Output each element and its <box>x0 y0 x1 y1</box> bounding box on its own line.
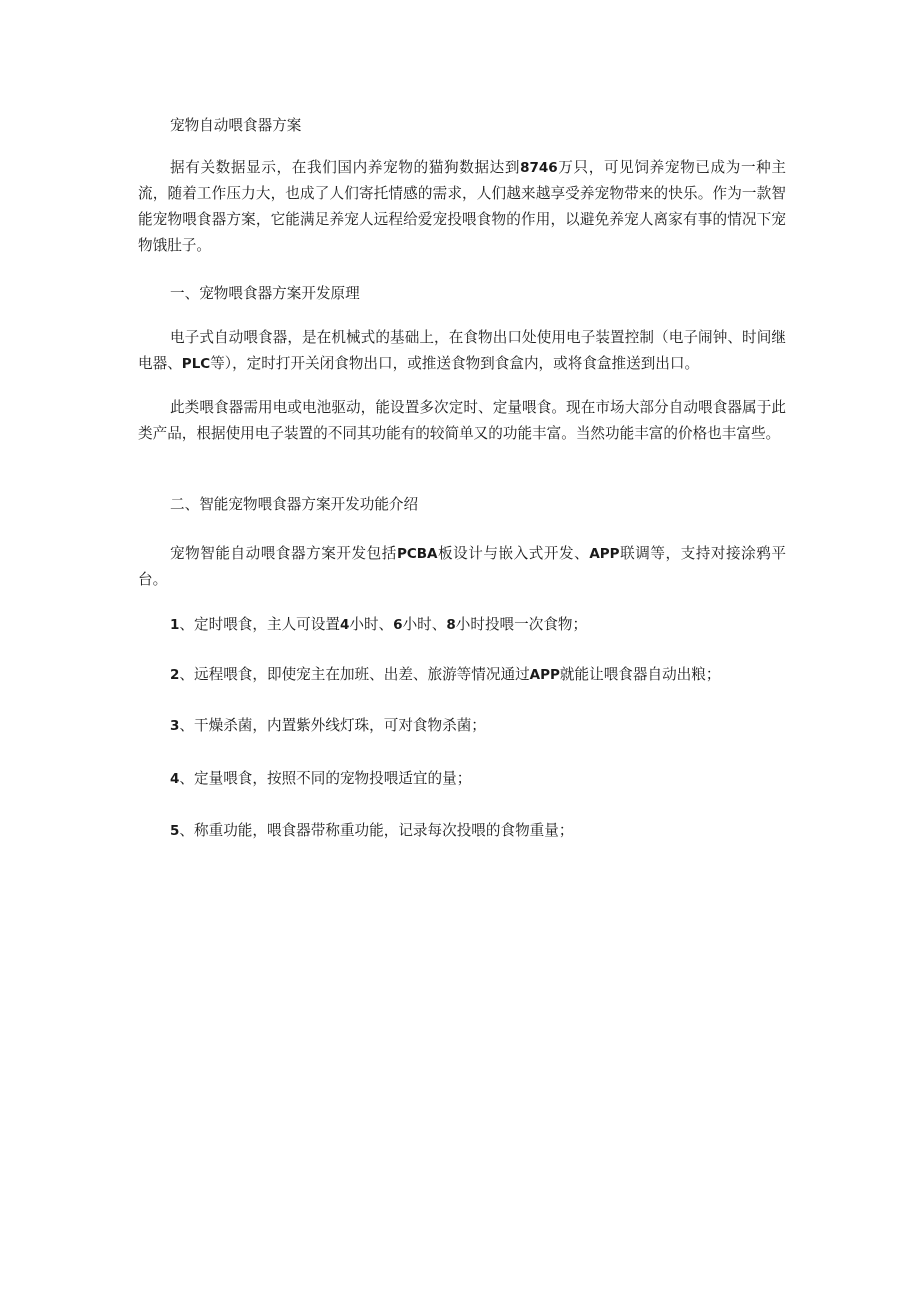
bold-text-run: APP <box>529 667 560 683</box>
bold-text-run: 8746 <box>520 160 558 176</box>
text-run: 小时、 <box>349 616 394 633</box>
bold-text-run: PLC <box>181 356 211 372</box>
feature-item-3 <box>138 713 786 739</box>
feature-number: 1 <box>170 617 180 633</box>
section2-heading: 二、智能宠物喂食器方案开发功能介绍 <box>170 496 419 513</box>
text-run: 、干燥杀菌，内置紫外线灯珠，可对食物杀菌； <box>179 717 486 734</box>
text-run: 、定时喂食，主人可设置 <box>179 616 340 633</box>
bold-text-run: APP <box>589 546 620 562</box>
text-run: 小时投喂一次食物； <box>455 616 588 633</box>
feature-number: 3 <box>170 718 180 734</box>
section2-paragraph <box>138 541 786 593</box>
bold-text-run: 4 <box>339 617 350 633</box>
text-run: 宠物智能自动喂食器方案开发包括 <box>170 545 397 562</box>
text-run: 据有关数据显示，在我们国内养宠物的猫狗数据达到 <box>170 159 521 176</box>
feature-item-5 <box>138 818 786 844</box>
text-run: 、远程喂食，即使宠主在加班、出差、旅游等情况通过 <box>179 666 530 683</box>
section1-paragraph-2 <box>138 395 786 447</box>
text-run: 电子式自动喂食器，是在机械式的基础上，在食物出口处使用电子装置控制（电子闹钟、时间继电器、 <box>138 329 786 372</box>
text-run: 板设计与嵌入式开发、 <box>437 545 590 562</box>
text-run: 万只，可见饲养宠物已成为一种主流，随着工作压力大，也成了人们寄托情感的需求，人们越来越享受养宠物带来的快乐。作为一款智能宠物喂食器方案，它能满足养宠人远程给爱宠投喂食物的作用，以避免养宠人离家有事的情况下宠物饿肚子。 <box>138 159 786 254</box>
feature-item-2 <box>138 662 786 688</box>
section1-heading: 一、宠物喂食器方案开发原理 <box>170 285 360 302</box>
document-title: 宠物自动喂食器方案 <box>170 117 302 134</box>
text-run: 联调等，支持对接涂鸦平台。 <box>138 545 786 588</box>
feature-item-1 <box>138 612 786 638</box>
feature-number: 5 <box>170 823 180 839</box>
bold-text-run: PCBA <box>396 546 438 562</box>
intro-paragraph <box>138 155 786 259</box>
text-run: 、定量喂食，按照不同的宠物投喂适宜的量； <box>179 770 472 787</box>
text-run: 小时、 <box>402 616 447 633</box>
feature-number: 2 <box>170 667 180 683</box>
section1-paragraph-1 <box>138 325 786 377</box>
feature-number: 4 <box>170 771 180 787</box>
text-run: 就能让喂食器自动出粮； <box>559 666 721 683</box>
bold-text-run: 6 <box>393 617 403 633</box>
text-run: 此类喂食器需用电或电池驱动，能设置多次定时、定量喂食。现在市场大部分自动喂食器属于此类产品，根据使用电子装置的不同其功能有的较简单又的功能丰富。当然功能丰富的价格也丰富些。 <box>138 399 786 442</box>
text-run: 、称重功能，喂食器带称重功能，记录每次投喂的食物重量； <box>179 822 574 839</box>
bold-text-run: 8 <box>446 617 456 633</box>
feature-item-4 <box>138 766 786 792</box>
text-run: 等），定时打开关闭食物出口，或推送食物到食盒内，或将食盒推送到出口。 <box>210 355 700 372</box>
